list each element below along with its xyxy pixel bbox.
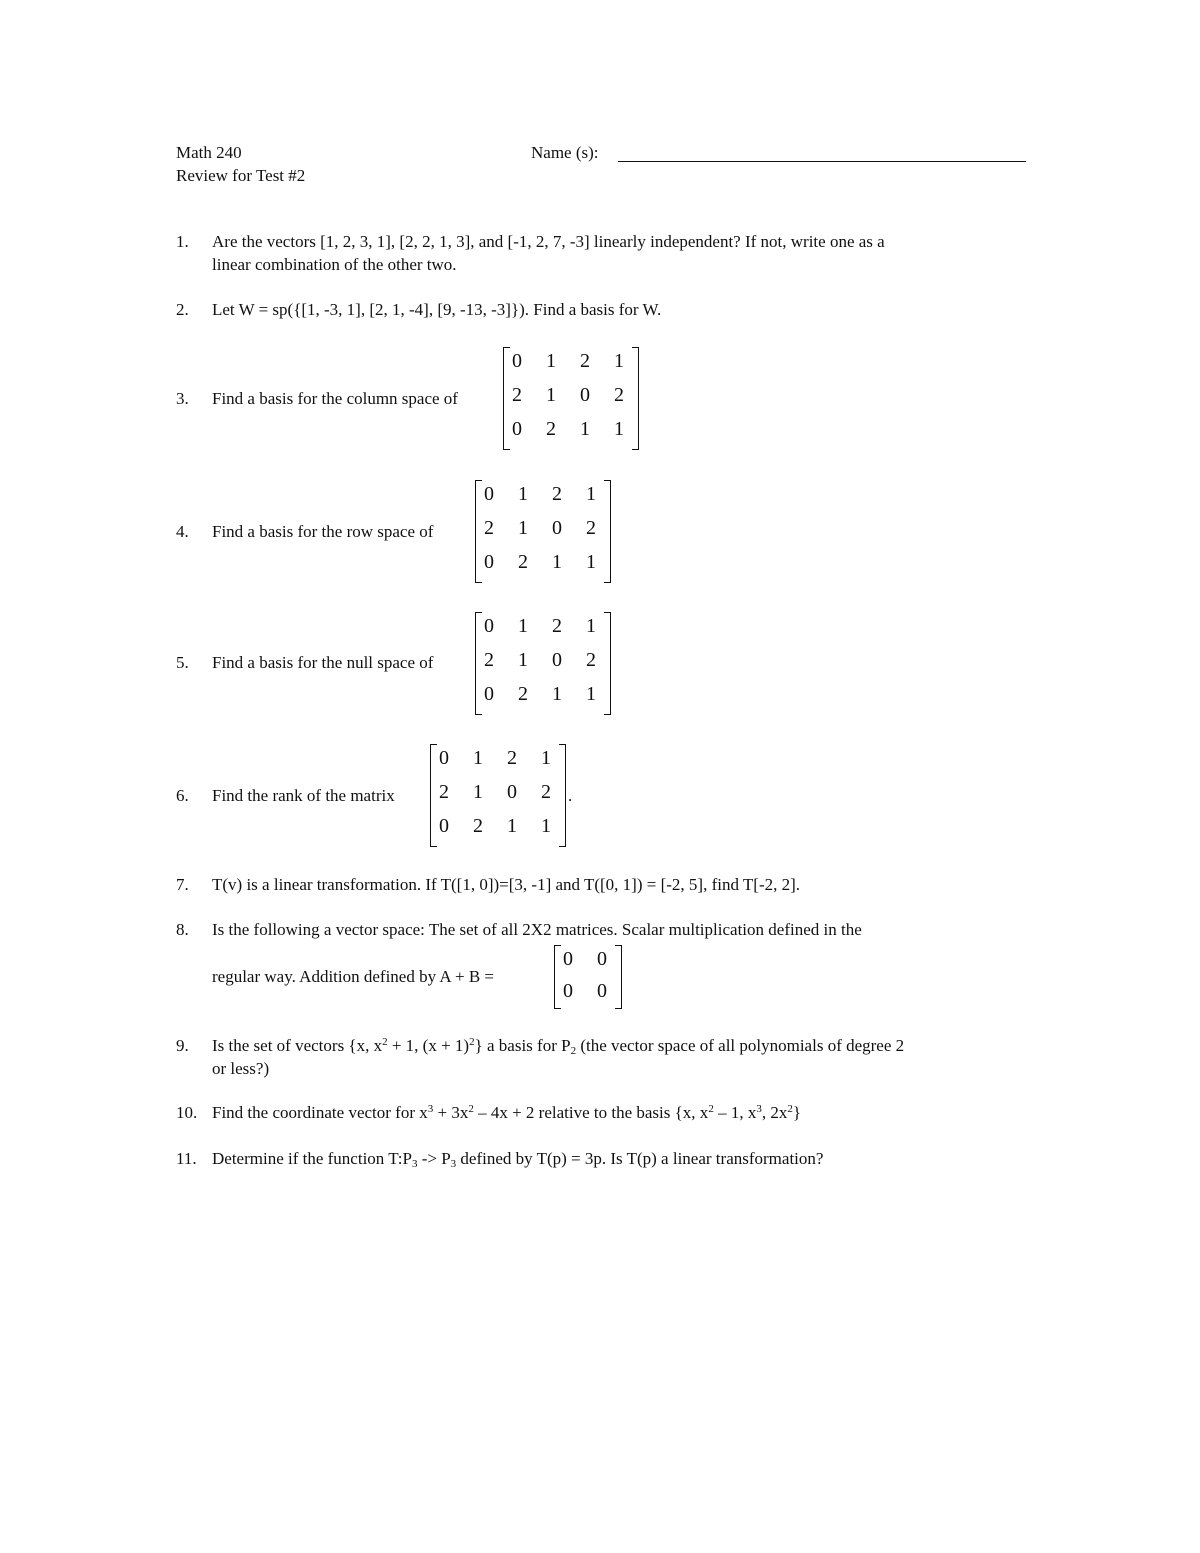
- question-number: 8.: [176, 920, 189, 939]
- matrix-entry: 1: [473, 781, 483, 803]
- matrix-entry: 2: [518, 551, 528, 573]
- question-text-continued: regular way. Addition defined by A + B =: [212, 967, 495, 986]
- matrix-entry: 0: [580, 384, 590, 406]
- matrix-entry: 1: [580, 418, 590, 440]
- question-number: 1.: [176, 232, 189, 251]
- matrix-entry: 0: [484, 615, 494, 637]
- document-subtitle: Review for Test #2: [176, 166, 306, 185]
- right-bracket: [632, 347, 639, 450]
- matrix-entry: 1: [614, 418, 624, 440]
- question-text: Let W = sp({[1, -3, 1], [2, 1, -4], [9, -13, -3]}). Find a basis for W.: [212, 300, 662, 319]
- matrix-entry: 1: [473, 747, 483, 769]
- matrix-entry: 2: [507, 747, 517, 769]
- matrix-entry: 1: [518, 483, 528, 505]
- matrix: [430, 744, 566, 847]
- question-text: Find a basis for the null space of: [212, 653, 434, 672]
- question-number: 6.: [176, 786, 189, 805]
- matrix-entry: 1: [541, 815, 551, 837]
- question-number: 5.: [176, 653, 189, 672]
- matrix-entry: 1: [546, 350, 556, 372]
- matrix: [503, 347, 639, 450]
- matrix-entry: 1: [586, 683, 596, 705]
- matrix-entry: 0: [512, 350, 522, 372]
- matrix: [475, 480, 611, 583]
- matrix-entry: 2: [518, 683, 528, 705]
- matrix-entry: 0: [484, 683, 494, 705]
- matrix-entry: 1: [546, 384, 556, 406]
- matrix-entry: 1: [586, 615, 596, 637]
- matrix-entry: 2: [473, 815, 483, 837]
- matrix-entry: 0: [507, 781, 517, 803]
- matrix-entry: 1: [586, 483, 596, 505]
- matrix-entry: 2: [586, 517, 596, 539]
- name-label: Name (s):: [531, 143, 599, 162]
- matrix-entry: 0: [563, 980, 573, 1002]
- matrix-entry: 0: [597, 948, 607, 970]
- question-number: 2.: [176, 300, 189, 319]
- matrix-entry: 0: [552, 517, 562, 539]
- right-bracket: [615, 945, 622, 1009]
- right-bracket: [604, 480, 611, 583]
- matrix-entry: 0: [597, 980, 607, 1002]
- course-title: Math 240: [176, 143, 242, 162]
- matrix-entry: 0: [484, 551, 494, 573]
- matrix: [554, 945, 622, 1009]
- matrix-entry: 1: [518, 615, 528, 637]
- question-text: Is the set of vectors {x, $x^2 + 1$, $(x + 1)^2$} a basis for $P_2$ (the vector space of all polynomials of degree 2: [212, 1036, 905, 1057]
- matrix-entry: 1: [518, 517, 528, 539]
- question-text: T(v) is a linear transformation. If T([1, 0])=[3, -1] and T([0, 1]) = [-2, 5], find T[-2, 2].: [212, 875, 801, 894]
- question-text: Find the rank of the matrix: [212, 786, 395, 805]
- question-number: 4.: [176, 522, 189, 541]
- question-text-continued: or less?): [212, 1059, 270, 1078]
- matrix-entry: 1: [518, 649, 528, 671]
- question-number: 9.: [176, 1036, 189, 1055]
- matrix-entry: 2: [439, 781, 449, 803]
- matrix-entry: 2: [586, 649, 596, 671]
- right-bracket: [604, 612, 611, 715]
- matrix-entry: 1: [552, 551, 562, 573]
- matrix-entry: 0: [484, 483, 494, 505]
- matrix-entry: 1: [614, 350, 624, 372]
- matrix-entry: 2: [546, 418, 556, 440]
- matrix: [475, 612, 611, 715]
- matrix-entry: 0: [439, 747, 449, 769]
- matrix-entry: 2: [484, 517, 494, 539]
- question-number: 7.: [176, 875, 189, 894]
- question-text-continued: linear combination of the other two.: [212, 255, 457, 274]
- matrix-entry: 2: [484, 649, 494, 671]
- matrix-entry: 1: [552, 683, 562, 705]
- matrix-entry: 0: [552, 649, 562, 671]
- question-number: 10.: [176, 1103, 198, 1122]
- question-text: Is the following a vector space: The set of all 2X2 matrices. Scalar multiplication defined in the: [212, 920, 862, 939]
- matrix-entry: 1: [541, 747, 551, 769]
- matrix-entry: 2: [614, 384, 624, 406]
- question-number: 3.: [176, 389, 189, 408]
- question-text: Find the coordinate vector for $x^3 + 3x^2 - 4x + 2$ relative to the basis {x, $x^2 - 1$, $x^3$, $2x^2$}: [212, 1103, 801, 1122]
- question-text: Find a basis for the column space of: [212, 389, 458, 408]
- right-bracket: [559, 744, 566, 847]
- matrix-entry: 2: [580, 350, 590, 372]
- matrix-entry: 2: [512, 384, 522, 406]
- question-text: Determine if the function $T:P_3 -> P_3$ defined by T(p) = 3p. Is T(p) a linear transformation?: [212, 1149, 824, 1170]
- matrix-entry: 2: [552, 483, 562, 505]
- matrix-entry: 0: [512, 418, 522, 440]
- matrix-entry: 1: [586, 551, 596, 573]
- matrix-entry: 2: [541, 781, 551, 803]
- matrix-entry: 2: [552, 615, 562, 637]
- sentence-period: .: [568, 786, 573, 805]
- name-underline: [618, 161, 1026, 162]
- matrix-entry: 0: [563, 948, 573, 970]
- matrix-entry: 0: [439, 815, 449, 837]
- question-text: Find a basis for the row space of: [212, 522, 434, 541]
- matrix-entry: 1: [507, 815, 517, 837]
- question-number: 11.: [176, 1149, 197, 1168]
- question-text: Are the vectors [1, 2, 3, 1], [2, 2, 1, 3], and [-1, 2, 7, -3] linearly independent? If not, write one as a: [212, 232, 885, 251]
